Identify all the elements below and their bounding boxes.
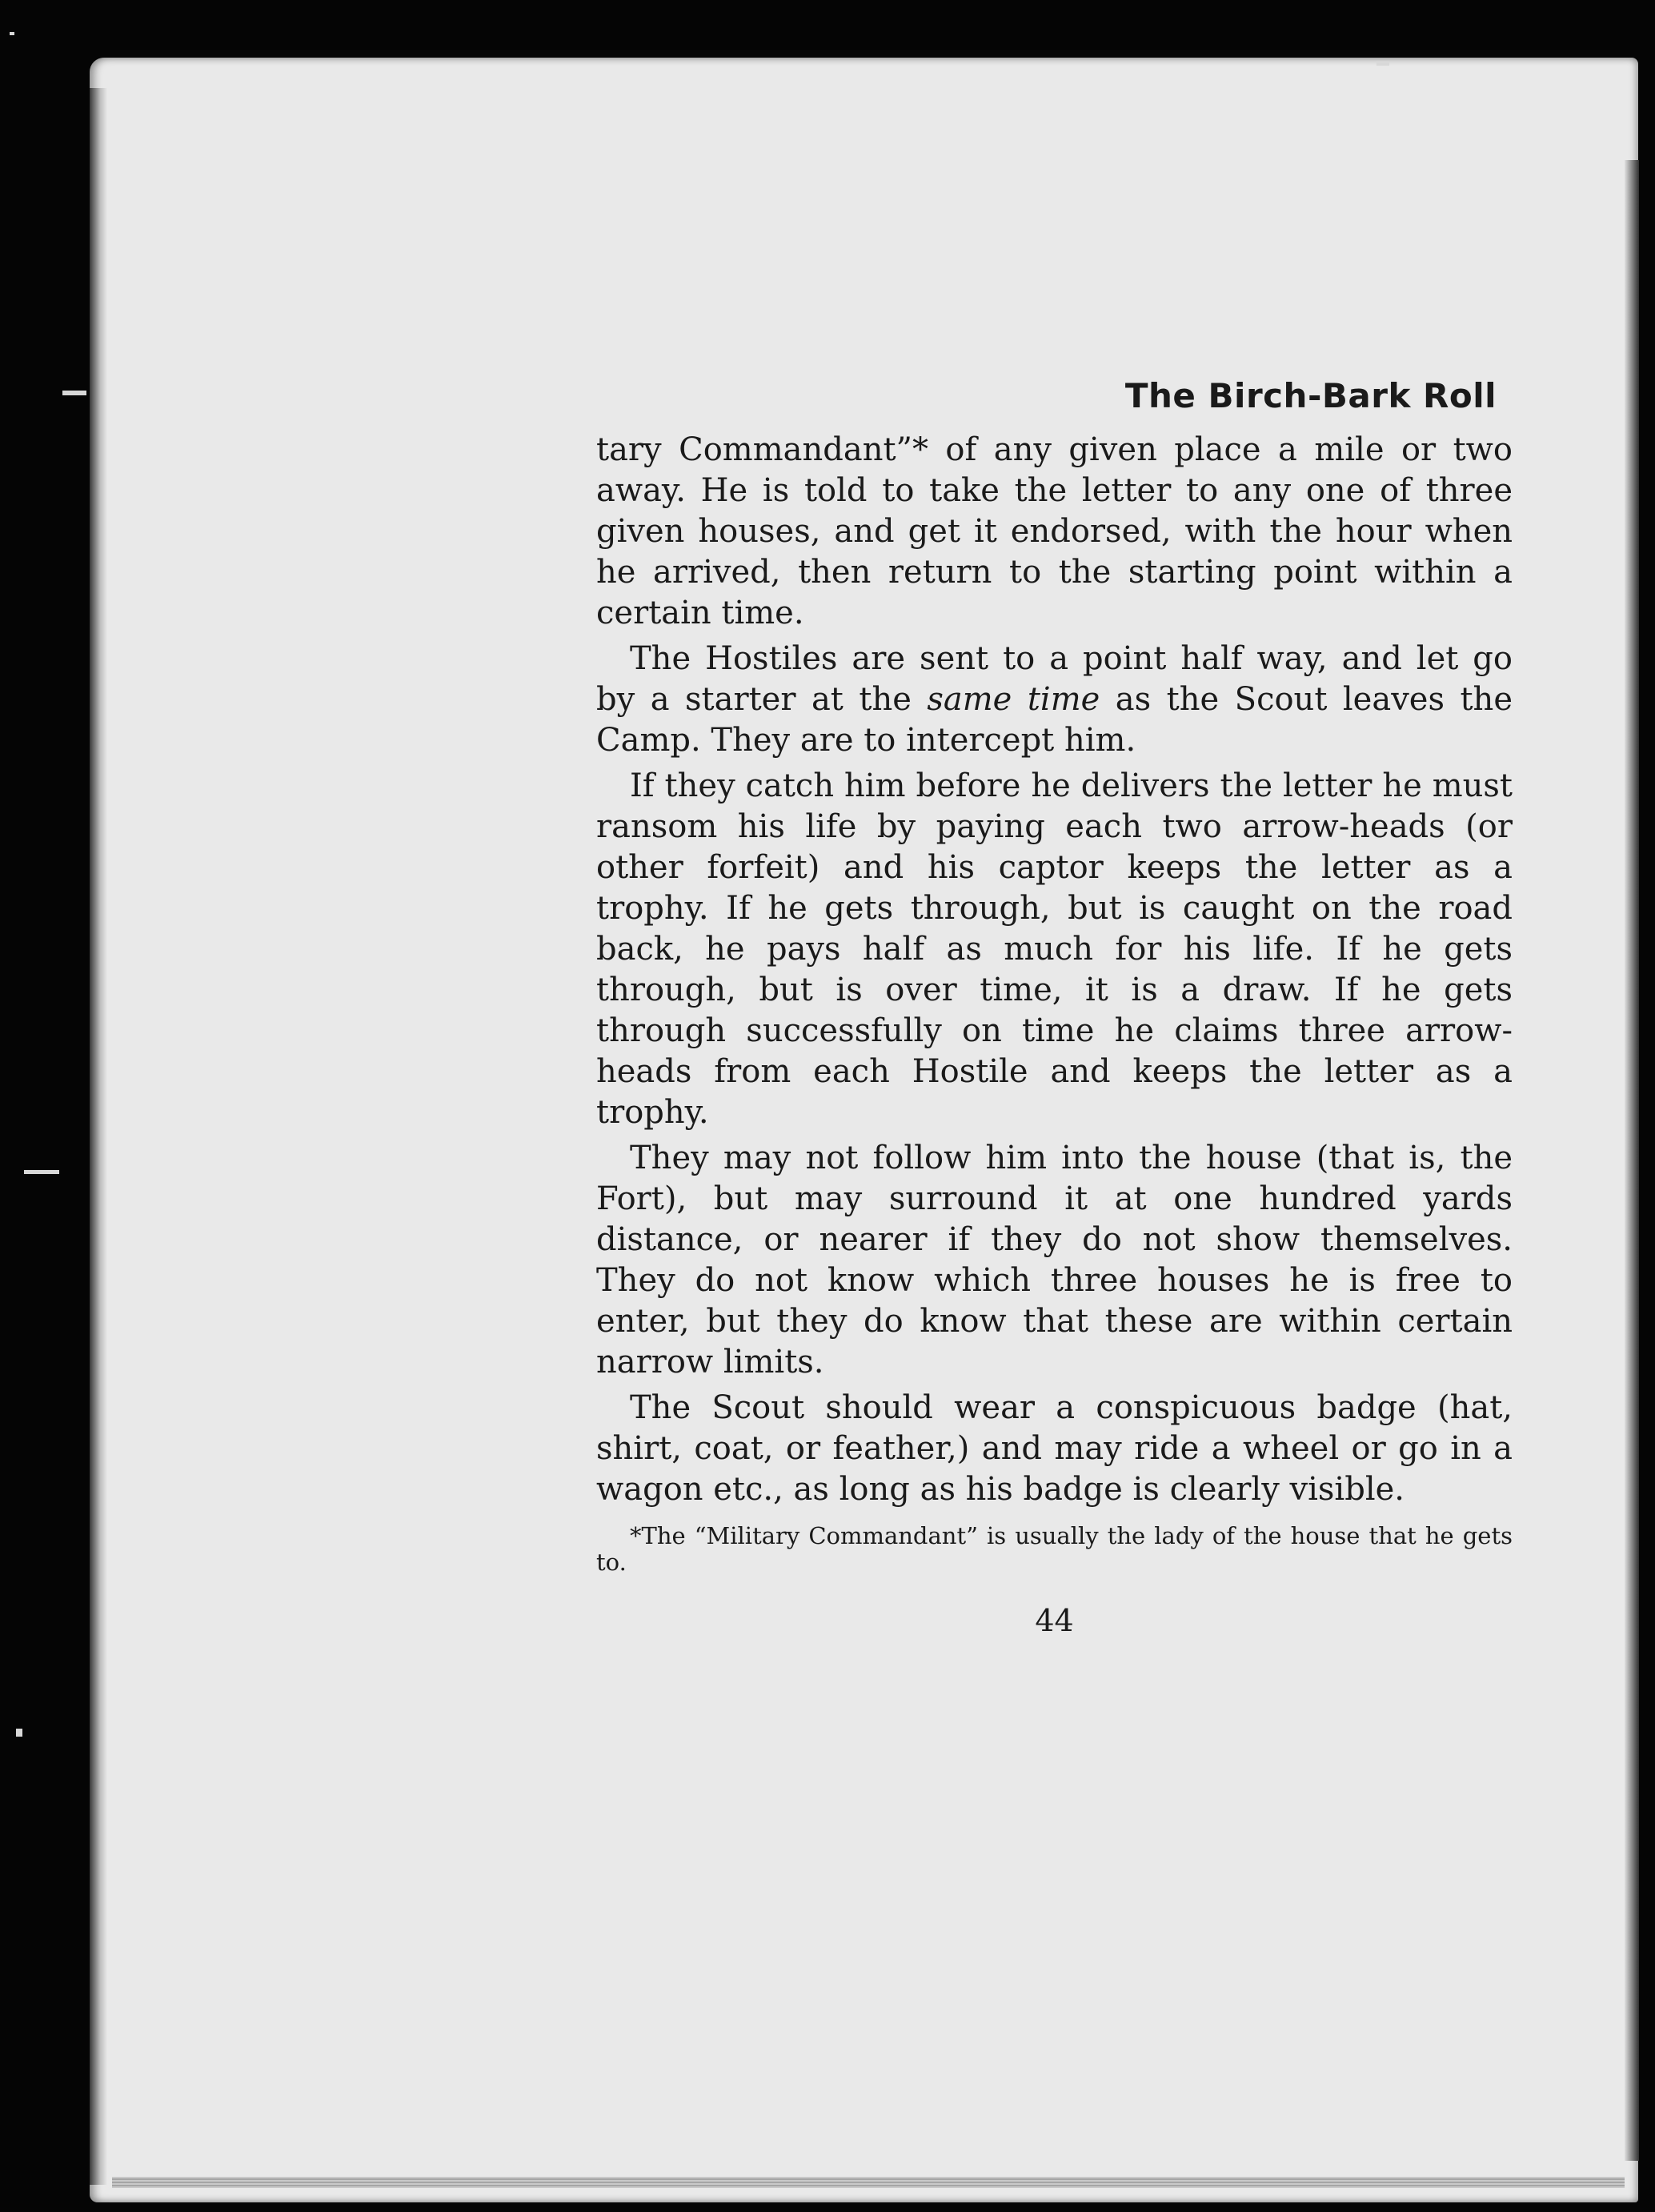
scan-speck: [16, 1729, 22, 1737]
paragraph: They may not follow him into the house (that is, the Fort), but may surround it at one hundred yards distance, or nearer if they do not show themselves. They do not know which three houses he is free to enter, but they do know that these are within certain narrow limits.: [596, 1140, 1513, 1380]
scan-speck: [24, 1170, 59, 1174]
paragraph-text: The Hostiles are sent to a point half way, and let go by a starter at the: [596, 640, 1513, 718]
paragraph-continued: tary Commandant”* of any given place a mile or two away. He is told to take the letter to any one of three given houses, and get it endorsed, with the hour when he arrived, then return to the starting point within a certain time.: [596, 431, 1513, 631]
page-number: 44: [1035, 1603, 1074, 1638]
paragraph: If they catch him before he delivers the letter he must ransom his life by paying each two arrow-heads (or other forfeit) and his captor keeps the letter as a trophy. If he gets through, but is caught on the road back, he pays half as much for his life. If he gets through, but is over time, it is a draw. If he gets through successfully on time he claims three arrow-heads from each Hostile and keeps the letter as a trophy.: [596, 767, 1513, 1131]
page-bottom-edge: [112, 2177, 1625, 2188]
emphasis-text: same time: [927, 681, 1100, 718]
page-left-edge: [90, 88, 107, 2185]
scan-speck: [62, 391, 86, 395]
page-right-edge: [1625, 160, 1639, 2161]
paragraph: The Scout should wear a conspicuous badge (hat, shirt, coat, or feather,) and may ride a wheel or go in a wagon etc., as long as his badge is clearly visible.: [596, 1389, 1513, 1508]
paragraph-text: as the Scout leaves the Camp. They are to intercept him.: [596, 681, 1513, 759]
page-text: [596, 376, 1513, 1638]
scan-speck: [1376, 62, 1389, 66]
footnote: *The “Military Commandant” is usually the lady of the house that he gets to.: [596, 1522, 1513, 1576]
scan-speck: [10, 32, 14, 35]
running-head: The Birch-Bark Roll: [1124, 376, 1497, 415]
paragraph: [596, 639, 1513, 761]
